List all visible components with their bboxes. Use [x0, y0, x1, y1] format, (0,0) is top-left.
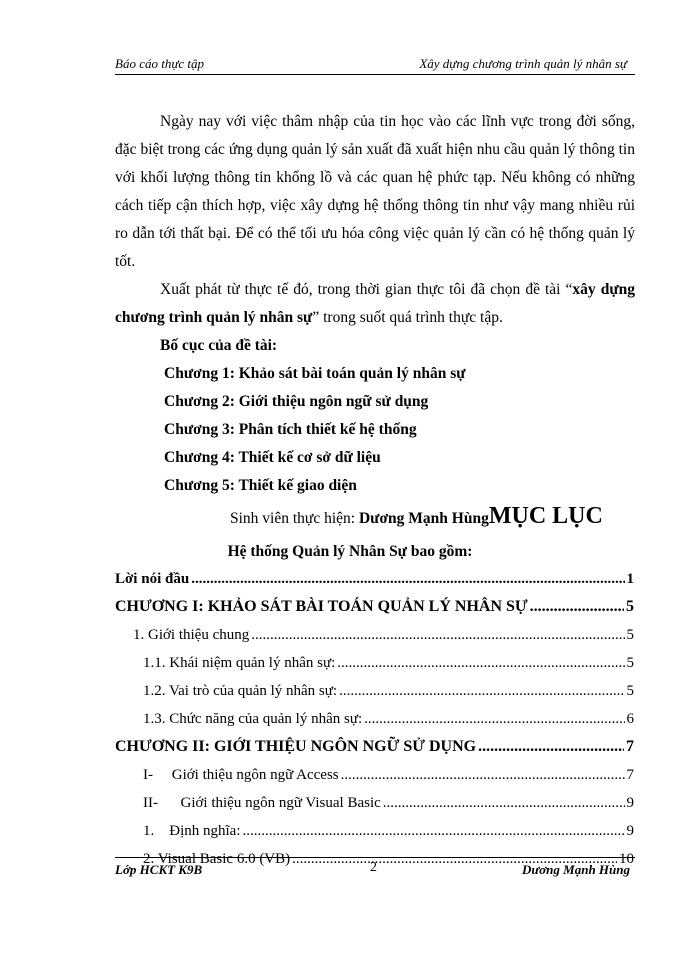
table-of-contents: [115, 565, 634, 873]
toc-entry[interactable]: [115, 649, 634, 677]
toc-entry-page: 5: [626, 655, 634, 671]
header-left-text: Báo cáo thực tập: [115, 56, 205, 71]
header-right-text: Xây dựng chương trình quản lý nhân sự: [419, 56, 627, 71]
toc-title: MỤC LỤC: [488, 503, 603, 529]
outline-chapter-1: Chương 1: Khảo sát bài toán quản lý nhân sự: [164, 365, 466, 382]
toc-entry-text: Lời nói đầu: [115, 571, 190, 587]
toc-entry-page: 5: [626, 627, 634, 643]
toc-leader: [383, 789, 625, 817]
toc-leader: [251, 621, 624, 649]
toc-entry[interactable]: [115, 733, 634, 761]
toc-entry[interactable]: [115, 593, 634, 621]
toc-entry[interactable]: [115, 817, 634, 845]
footer-left-text: Lớp HCKT K9B: [115, 862, 203, 877]
toc-leader: [243, 817, 625, 845]
page-number: 2: [370, 860, 377, 875]
toc-entry-page: 9: [626, 823, 634, 839]
toc-entry-text: 1.2. Vai trò của quản lý nhân sự:: [143, 683, 338, 699]
author-line: [230, 503, 603, 530]
toc-leader: [337, 649, 624, 677]
toc-entry-page: 9: [626, 795, 634, 811]
author-name: Dương Mạnh Hùng: [358, 510, 489, 527]
toc-entry[interactable]: [115, 565, 634, 593]
toc-entry-text: I- Giới thiệu ngôn ngữ Access: [143, 767, 339, 783]
intro-paragraph-2: [115, 276, 635, 332]
toc-entry-text: 1. Giới thiệu chung: [133, 627, 250, 643]
toc-leader: [339, 677, 624, 705]
toc-entry-page: 6: [626, 711, 634, 727]
outline-section: [115, 332, 635, 500]
toc-entry-text: 1.1. Khái niệm quản lý nhân sự:: [143, 655, 336, 671]
toc-leader: [341, 761, 625, 789]
system-heading: Hệ thống Quản lý Nhân Sự bao gồm:: [227, 543, 473, 560]
toc-entry-page: 7: [626, 767, 634, 783]
toc-entry-text: CHƯƠNG I: KHẢO SÁT BÀI TOÁN QUẢN LÝ NHÂN SỰ: [115, 598, 528, 615]
toc-entry[interactable]: [115, 789, 634, 817]
toc-entry[interactable]: [115, 705, 634, 733]
toc-entry-page: 10: [619, 851, 634, 867]
toc-entry[interactable]: [115, 677, 634, 705]
author-label: Sinh viên thực hiện:: [230, 510, 359, 527]
footer-right-text: Dương Mạnh Hùng: [522, 862, 630, 877]
toc-leader: [478, 733, 624, 761]
outline-chapter-5: Chương 5: Thiết kế giao diện: [164, 477, 357, 494]
outline-chapter-2: Chương 2: Giới thiệu ngôn ngữ sử dụng: [164, 393, 429, 410]
toc-entry-page: 1: [626, 571, 634, 587]
intro-paragraph-1: Ngày nay với việc thâm nhập của tin học vào các lĩnh vực trong đời sống, đặc biệt trong các ứng dụng quản lý sản xuất đã xuất hiện nhu cầu quản lý thông tin với khối lượng thông tin khổng lồ và các quan hệ phức tạp. Nếu không có những cách tiếp cận thích hợp, việc xây dựng hệ thống thông tin như vậy mang nhiều rủi ro dẫn tới thất bại. Để có thể tối ưu hóa công việc quản lý cần có hệ thống quản lý tốt.: [115, 113, 635, 270]
outline-chapter-4: Chương 4: Thiết kế cơ sở dữ liệu: [164, 449, 381, 466]
outline-chapter-3: Chương 3: Phân tích thiết kế hệ thống: [164, 421, 417, 438]
toc-leader: [530, 593, 624, 621]
document-body: [115, 108, 635, 500]
toc-entry[interactable]: [115, 761, 634, 789]
toc-entry-text: II- Giới thiệu ngôn ngữ Visual Basic: [143, 795, 381, 811]
outline-title: Bố cục của đề tài:: [160, 337, 278, 354]
thesis-topic: xây dựng chương trình quản lý nhân sự: [115, 281, 635, 326]
toc-entry[interactable]: [115, 621, 634, 649]
toc-entry-text: CHƯƠNG II: GIỚI THIỆU NGÔN NGỮ SỬ DỤNG: [115, 738, 477, 755]
p2-start: Xuất phát từ thực tế đó, trong thời gian thực tôi đã chọn đề tài “: [160, 281, 573, 298]
toc-entry-page: 7: [626, 738, 634, 755]
p2-end: ” trong suốt quá trình thực tập.: [312, 309, 503, 326]
toc-entry-page: 5: [626, 598, 634, 615]
page-footer: [115, 857, 635, 878]
toc-entry-text: 1. Định nghĩa:: [143, 823, 241, 839]
toc-leader: [364, 705, 624, 733]
page-header: [115, 54, 635, 75]
toc-entry-page: 5: [626, 683, 634, 699]
toc-leader: [191, 565, 624, 593]
toc-entry-text: 1.3. Chức năng của quản lý nhân sự:: [143, 711, 363, 727]
toc-entry-text: 2. Visual Basic 6.0 (VB): [143, 851, 291, 867]
